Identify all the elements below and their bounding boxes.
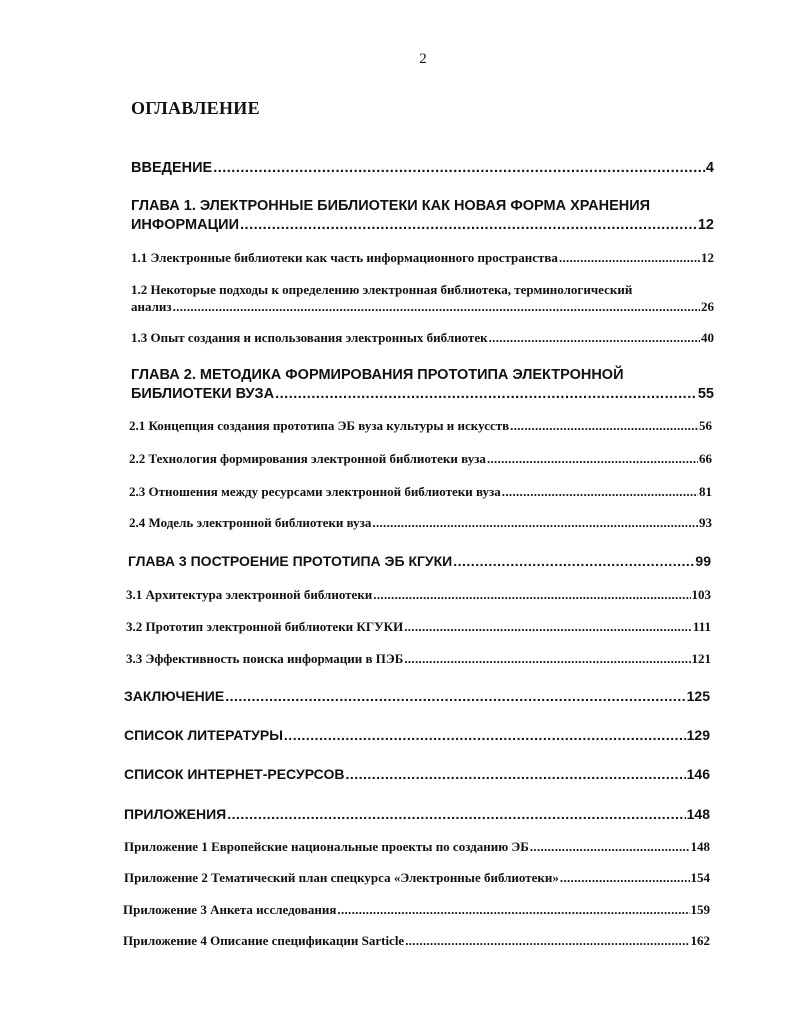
toc-entry-section-2-4[interactable]: 2.4 Модель электронной библиотеки вуза ..... 93 [129,515,712,531]
page-number: 2 [419,51,427,67]
toc-entry-appendices[interactable]: ПРИЛОЖЕНИЯ ..... 148 [124,806,710,822]
toc-entry-appendix-3[interactable]: Приложение 3 Анкета исследования ..... 159 [123,902,710,918]
toc-entry-section-2-1[interactable]: 2.1 Концепция создания прототипа ЭБ вуза культуры и искусств ..... 56 [129,418,712,434]
toc-entry-appendix-1[interactable]: Приложение 1 Европейские национальные проекты по созданию ЭБ ..... 148 [124,839,710,855]
toc-entry-chapter-3[interactable]: ГЛАВА 3 ПОСТРОЕНИЕ ПРОТОТИПА ЭБ КГУКИ ..... 99 [128,553,711,569]
page-ref: 66 [699,451,712,466]
page-ref: 4 [705,160,714,176]
page-ref: 93 [699,515,712,530]
toc-entry-section-1-2[interactable]: 1.2 Некоторые подходы к определению электронная библиотека, терминологический анализ ..... 26 [131,282,714,315]
toc-entry-chapter-2[interactable]: ГЛАВА 2. МЕТОДИКА ФОРМИРОВАНИЯ ПРОТОТИПА ЭЛЕКТРОННОЙ БИБЛИОТЕКИ ВУЗА ..... 55 [131,367,714,402]
page-ref: 129 [686,727,710,743]
page-ref: 146 [686,766,710,782]
page-ref: 55 [697,386,714,402]
page-ref: 162 [690,933,710,948]
toc-entry-internet-resources[interactable]: СПИСОК ИНТЕРНЕТ-РЕСУРСОВ ..... 146 [124,766,710,782]
toc-heading: ОГЛАВЛЕНИЕ [131,98,260,118]
page-ref: 12 [701,250,714,265]
toc-entry-references[interactable]: СПИСОК ЛИТЕРАТУРЫ ..... 129 [124,727,710,743]
toc-entry-introduction[interactable]: ВВЕДЕНИЕ ..... 4 [131,160,714,176]
toc-entry-section-3-1[interactable]: 3.1 Архитектура электронной библиотеки ..... 103 [126,587,711,603]
toc-entry-section-2-3[interactable]: 2.3 Отношения между ресурсами электронной библиотеки вуза ..... 81 [129,484,712,500]
page-ref: 148 [686,806,710,822]
page-ref: 154 [690,870,710,885]
toc-entry-conclusion[interactable]: ЗАКЛЮЧЕНИЕ ..... 125 [124,688,710,704]
toc-entry-appendix-2[interactable]: Приложение 2 Тематический план спецкурса «Электронные библиотеки» ..... 154 [124,870,710,886]
toc-entry-section-3-2[interactable]: 3.2 Прототип электронной библиотеки КГУКИ ..... 111 [126,619,711,635]
page-ref: 111 [692,619,711,634]
page-ref: 12 [697,217,714,233]
page-ref: 56 [699,418,712,433]
page-ref: 148 [690,839,710,854]
page-ref: 159 [690,902,710,917]
page-ref: 26 [701,299,714,314]
toc-entry-section-1-3[interactable]: 1.3 Опыт создания и использования электронных библиотек ..... 40 [131,330,714,346]
page-ref: 103 [691,587,711,602]
toc-entry-section-1-1[interactable]: 1.1 Электронные библиотеки как часть информационного пространства ..... 12 [131,250,714,266]
toc-entry-section-3-3[interactable]: 3.3 Эффективность поиска информации в ПЭБ ..... 121 [126,651,711,667]
page-ref: 40 [701,330,714,345]
toc-entry-appendix-4[interactable]: Приложение 4 Описание спецификации Sarticle ..... 162 [123,933,710,949]
toc-entry-chapter-1[interactable]: ГЛАВА 1. ЭЛЕКТРОННЫЕ БИБЛИОТЕКИ КАК НОВАЯ ФОРМА ХРАНЕНИЯ ИНФОРМАЦИИ ..... 12 [131,198,714,233]
page-ref: 99 [695,553,711,569]
page-ref: 81 [699,484,712,499]
page-ref: 121 [691,651,711,666]
page-ref: 125 [686,688,710,704]
toc-entry-section-2-2[interactable]: 2.2 Технология формирования электронной библиотеки вуза ..... 66 [129,451,712,467]
